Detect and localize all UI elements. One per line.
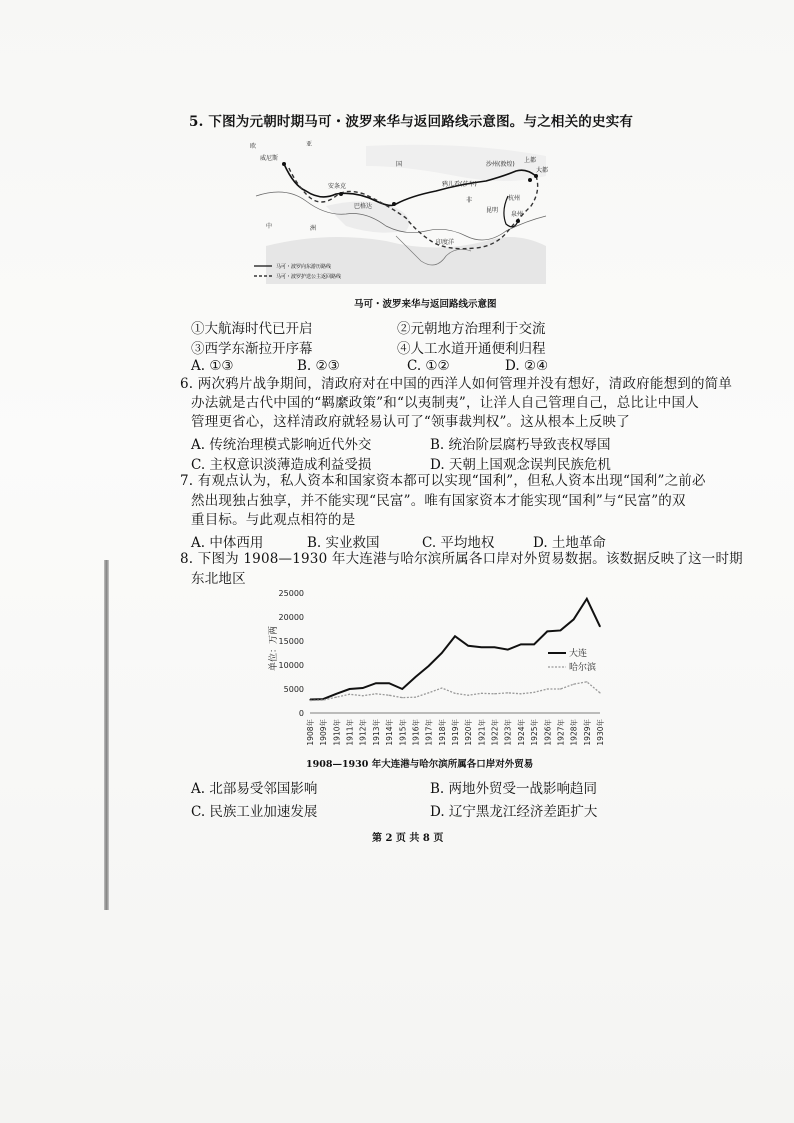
- map-label-shangdu: 上都: [524, 157, 537, 164]
- legend-label: 哈尔滨: [569, 663, 597, 673]
- map-label-baghdad: 巴格达: [354, 203, 373, 210]
- q5-option-b: B. ②③: [297, 358, 340, 374]
- q8-option-b: B. 两地外贸受一战影响趋同: [430, 781, 598, 797]
- x-tick-label: 1927年: [556, 719, 566, 746]
- data-point: [560, 688, 561, 689]
- data-point: [573, 684, 574, 685]
- x-tick-label: 1919年: [451, 719, 460, 746]
- y-tick-label: 20000: [278, 613, 304, 622]
- x-tick-label: 1910年: [332, 719, 342, 746]
- data-point: [586, 598, 587, 599]
- x-tick-label: 1913年: [371, 719, 381, 746]
- map-label-ya: 亚: [306, 141, 313, 148]
- q8-line-2: 东北地区: [191, 571, 246, 587]
- x-tick-label: 1909年: [319, 719, 329, 746]
- y-tick-label: 10000: [278, 661, 304, 670]
- series-line-harbin: [310, 682, 600, 701]
- data-point: [547, 631, 548, 632]
- x-tick-label: 1911年: [345, 719, 355, 746]
- y-tick-label: 0: [298, 709, 304, 718]
- y-axis-label: 单位：万两: [269, 625, 279, 671]
- data-point: [599, 692, 600, 693]
- data-point: [481, 693, 482, 694]
- data-point: [520, 693, 521, 694]
- data-point: [375, 683, 376, 684]
- x-tick-label: 1929年: [582, 719, 592, 746]
- data-point: [415, 697, 416, 698]
- data-point: [349, 688, 350, 689]
- y-tick-label: 25000: [278, 589, 304, 598]
- x-tick-label: 1922年: [490, 719, 500, 746]
- q5-option-c: C. ①②: [407, 358, 450, 374]
- y-tick-label: 5000: [283, 685, 304, 694]
- map-label-antioch: 安条克: [328, 183, 347, 190]
- x-tick-label: 1916年: [411, 719, 421, 746]
- data-point: [507, 692, 508, 693]
- map-label-yarkand: 鸦儿看(莎车): [442, 181, 477, 188]
- data-point: [454, 636, 455, 637]
- series-line-dalian: [310, 599, 600, 700]
- data-point: [560, 630, 561, 631]
- legend-return: 马可・波罗护送公主返回路线: [276, 274, 342, 280]
- data-point: [468, 695, 469, 696]
- q8-option-d: D. 辽宁黑龙江经济差距扩大: [430, 804, 598, 820]
- data-point: [375, 693, 376, 694]
- data-point: [468, 645, 469, 646]
- page-footer: 第 2 页 共 8 页: [372, 833, 444, 844]
- q6-option-d: D. 天朝上国观念误判民族危机: [430, 457, 611, 473]
- q6-option-a: A. 传统治理模式影响近代外交: [191, 437, 372, 453]
- data-point: [481, 647, 482, 648]
- q7-option-d: D. 土地革命: [533, 535, 606, 551]
- data-point: [362, 695, 363, 696]
- q7-option-a: A. 中体西用: [191, 535, 264, 551]
- data-point: [599, 626, 600, 627]
- data-point: [362, 687, 363, 688]
- q7-line-1: 7. 有观点认为，私人资本和国家资本都可以实现“国利”，但私人资本出现“国利”之前必: [180, 473, 706, 489]
- map-label-quanzhou: 泉州: [511, 211, 524, 218]
- data-point: [402, 688, 403, 689]
- x-tick-label: 1924年: [516, 719, 526, 746]
- x-tick-label: 1921年: [477, 719, 487, 746]
- q5-item-1: ①大航海时代已开启: [191, 321, 313, 337]
- data-point: [533, 644, 534, 645]
- q5-stem: 5. 下图为元朝时期马可・波罗来华与返回路线示意图。与之相关的史实有: [189, 114, 634, 130]
- map-label-shazhou: 沙州(敦煌): [486, 161, 515, 168]
- q8-option-c: C. 民族工业加速发展: [191, 804, 318, 820]
- map-label-guo: 非: [466, 197, 473, 204]
- data-point: [520, 644, 521, 645]
- data-point: [441, 652, 442, 653]
- q6-option-b: B. 统治阶层腐朽导致丧权辱国: [430, 437, 611, 453]
- x-tick-label: 1926年: [543, 719, 553, 746]
- legend-outbound: 马可・波罗向东游历路线: [276, 264, 332, 270]
- q7-option-b: B. 实业救国: [307, 535, 380, 551]
- map-label-fei: 中: [266, 223, 273, 230]
- q8-line-1: 8. 下图为 1908—1930 年大连港与哈尔滨所属各口岸对外贸易数据。该数据反映了这一时期: [180, 551, 743, 567]
- data-point: [586, 681, 587, 682]
- map-label-hangzhou: 杭州: [508, 195, 521, 202]
- data-point: [349, 694, 350, 695]
- q5-option-a: A. ①③: [191, 358, 234, 374]
- data-point: [573, 619, 574, 620]
- data-point: [323, 699, 324, 700]
- data-point: [494, 693, 495, 694]
- q7-line-3: 重目标。与此观点相符的是: [191, 512, 356, 528]
- x-tick-label: 1930年: [596, 719, 605, 746]
- q7-option-c: C. 平均地权: [422, 535, 495, 551]
- route-map: [246, 136, 566, 284]
- x-tick-label: 1908年: [306, 719, 315, 746]
- data-point: [428, 692, 429, 693]
- y-tick-label: 15000: [278, 637, 304, 646]
- data-point: [415, 676, 416, 677]
- data-point: [533, 692, 534, 693]
- q6-line-1: 6. 两次鸦片战争期间，清政府对在中国的西洋人如何管理并没有想好，清政府能想到的简单: [180, 376, 733, 392]
- x-tick-label: 1923年: [503, 719, 513, 746]
- q5-option-d: D. ②④: [505, 358, 549, 374]
- trade-line-chart: [262, 585, 617, 760]
- data-point: [428, 665, 429, 666]
- data-point: [441, 687, 442, 688]
- q8-option-a: A. 北部易受邻国影响: [191, 781, 318, 797]
- data-point: [388, 695, 389, 696]
- x-tick-label: 1925年: [530, 719, 540, 746]
- map-caption: 马可・波罗来华与返回路线示意图: [354, 299, 497, 310]
- legend-label: 大连: [569, 649, 588, 659]
- x-tick-label: 1917年: [424, 719, 434, 746]
- map-label-indian-ocean: 印度洋: [436, 239, 455, 246]
- x-tick-label: 1918年: [437, 719, 447, 746]
- q7-line-2: 然出现独占独享，并不能实现“民富”。唯有国家资本才能实现“国利”与“民富”的双: [191, 493, 686, 509]
- map-label-ou: 欧: [250, 143, 257, 150]
- x-tick-label: 1920年: [464, 719, 474, 746]
- q6-option-c: C. 主权意识淡薄造成利益受损: [191, 457, 372, 473]
- data-point: [454, 693, 455, 694]
- chart-caption: 1908—1930 年大连港与哈尔滨所属各口岸对外贸易: [306, 759, 534, 770]
- map-label-dadu: 大都: [536, 167, 549, 174]
- data-point: [402, 697, 403, 698]
- data-point: [388, 683, 389, 684]
- data-point: [336, 693, 337, 694]
- q5-item-2: ②元朝地方治理利于交流: [397, 321, 546, 337]
- data-point: [336, 697, 337, 698]
- map-label-zhou: 洲: [310, 225, 317, 232]
- data-point: [309, 700, 310, 701]
- binding-shadow: [104, 560, 109, 910]
- map-label-zhong: 国: [396, 161, 403, 168]
- x-tick-label: 1912年: [358, 719, 368, 746]
- q6-line-2: 办法就是古代中国的“羁縻政策”和“以夷制夷”，让洋人自己管理自己，总比让中国人: [191, 395, 699, 411]
- x-tick-label: 1928年: [569, 719, 579, 746]
- x-tick-label: 1915年: [398, 719, 408, 746]
- data-point: [507, 649, 508, 650]
- q5-item-3: ③西学东渐拉开序幕: [191, 341, 313, 357]
- map-label-kunming: 昆明: [486, 207, 499, 214]
- map-label-venice: 威尼斯: [260, 155, 279, 162]
- data-point: [494, 647, 495, 648]
- x-tick-label: 1914年: [385, 719, 395, 746]
- q5-item-4: ④人工水道开通便利归程: [397, 341, 546, 357]
- data-point: [547, 688, 548, 689]
- q6-line-3: 管理更省心，这样清政府就轻易认可了“领事裁判权”。这从根本上反映了: [191, 414, 630, 430]
